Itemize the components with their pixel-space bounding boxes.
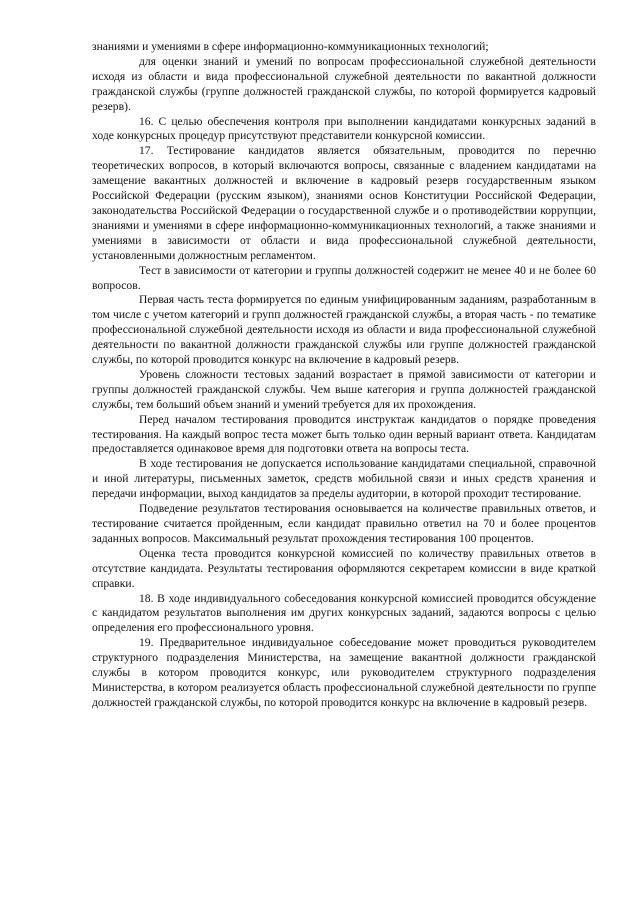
paragraph-test-size: Тест в зависимости от категории и группы должностей содержит не менее 40 и не более 60 вопросов. xyxy=(92,263,596,292)
document-page xyxy=(92,40,596,711)
paragraph-test-results: Подведение результатов тестирования основывается на количестве правильных ответов, и тестирование считается пройденным, если кандидат правильно ответил на 70 и более процентов заданных вопросов. Максимальный результат прохождения тестирования 100 процентов. xyxy=(92,502,596,545)
paragraph-test-difficulty: Уровень сложности тестовых заданий возрастает в прямой зависимости от категории и группы должностей гражданской службы. Чем выше категория и группа должностей гражданской службы, тем больший объем знаний и умений требуется для их прохождения. xyxy=(92,367,596,411)
paragraph-assessment-purpose: для оценки знаний и умений по вопросам профессиональной служебной деятельности исходя из области и вида профессиональной служебной деятельности по вакантной должности гражданской службы (группе должностей гражданской службы, по которой формируется кадровый резерв). xyxy=(92,54,596,113)
paragraph-test-instructions: Перед началом тестирования проводится инструктаж кандидатов о порядке проведения тестирования. На каждый вопрос теста может быть только один верный вариант ответа. Кандидатам предоставляется одинаковое время для подготовки ответа на вопросы теста. xyxy=(92,412,596,456)
paragraph-clause-19: 19. Предварительное индивидуальное собеседование может проводиться руководителем структурного подразделения Министерства, на замещение вакантной должности гражданской службы в котором проводится конкурс, или руководителем структурного подразделения Министерства, в котором реализуется область профессиональной служебной деятельности по группе должностей гражданской службы, по которой проводится конкурс на включение в кадровый резерв. xyxy=(92,636,596,709)
paragraph-test-restrictions: В ходе тестирования не допускается использование кандидатами специальной, справочной и иной литературы, письменных заметок, средств мобильной связи и иных средств хранения и передачи информации, выход кандидатов за пределы аудитории, в которой проходит тестирование. xyxy=(92,457,596,501)
paragraph-clause-18: 18. В ходе индивидуального собеседования конкурсной комиссией проводится обсуждение с кандидатом результатов выполнения им других конкурсных заданий, задаются вопросы с целью определения его профессионального уровня. xyxy=(92,591,596,635)
paragraph-continuation: знаниями и умениями в сфере информационно-коммуникационных технологий; xyxy=(92,40,489,53)
paragraph-test-evaluation: Оценка теста проводится конкурсной комиссией по количеству правильных ответов в отсутствие кандидата. Результаты тестирования оформляются секретарем комиссии в виде краткой справки. xyxy=(92,546,596,590)
paragraph-test-parts: Первая часть теста формируется по единым унифицированным заданиям, разработанным в том числе с учетом категорий и групп должностей гражданской службы, а вторая часть - по тематике профессиональной служебной деятельности исходя из области и вида профессиональной служебной деятельности по вакантной должности гражданской службы или группе должностей гражданской службы, по которой проводится конкурс на включение в кадровый резерв. xyxy=(92,293,596,367)
paragraph-clause-16: 16. С целью обеспечения контроля при выполнении кандидатами конкурсных заданий в ходе конкурсных процедур присутствуют представители конкурсной комиссии. xyxy=(92,114,596,143)
paragraph-clause-17: 17. Тестирование кандидатов является обязательным, проводится по перечню теоретических вопросов, в который включаются вопросы, связанные с владением кандидатами на замещение вакантных должностей и включение в кадровый резерв государственным языком Российской Федерации (русским языком), знаниями основ Конституции Российской Федерации, законодательства Российской Федерации о государственной службе и о противодействии коррупции, знаниями и умениями в сфере информационно-коммуникационных технологий, а также знаниями и умениями в зависимости от области и вида профессиональной служебной деятельности, установленными должностным регламентом. xyxy=(92,144,596,262)
